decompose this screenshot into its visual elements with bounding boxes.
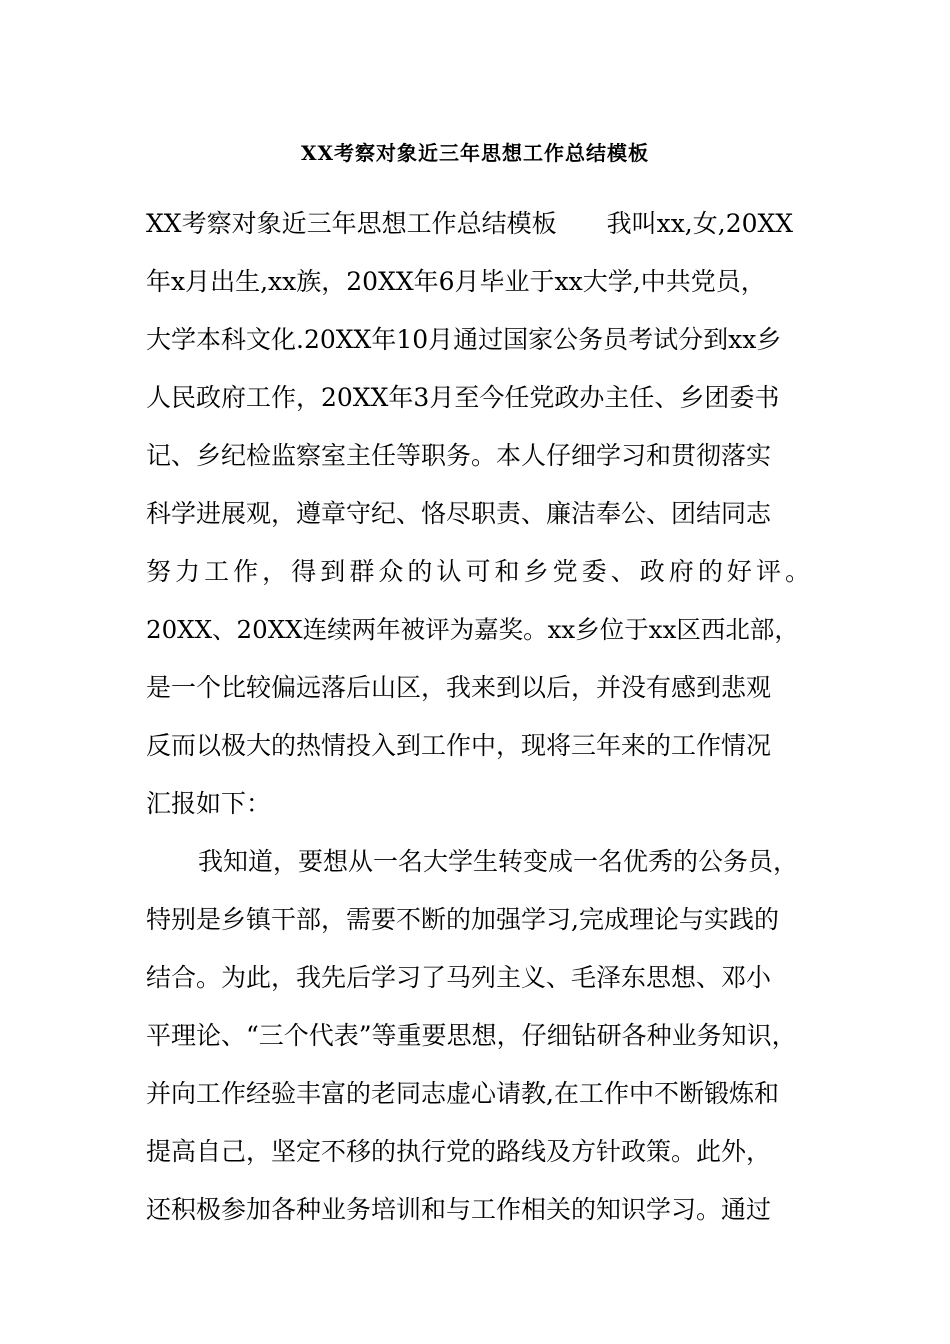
body-line: 年x月出生,xx族，20XX年6月毕业于xx大学,中共党员， xyxy=(146,267,766,296)
body-line: 平理论、“三个代表”等重要思想，仔细钻研各种业务知识， xyxy=(146,1021,797,1050)
body-line: 汇报如下： xyxy=(146,789,272,818)
body-line: 反而以极大的热情投入到工作中，现将三年来的工作情况 xyxy=(146,731,772,760)
body-line: 提高自己，坚定不移的执行党的路线及方针政策。此外， xyxy=(146,1137,772,1166)
body-line: 人民政府工作，20XX年3月至今任党政办主任、乡团委书 xyxy=(146,383,780,412)
document-body xyxy=(146,200,810,1244)
body-line: 科学进展观，遵章守纪、恪尽职责、廉洁奉公、团结同志 xyxy=(146,499,772,528)
body-line: 并向工作经验丰富的老同志虚心请教,在工作中不断锻炼和 xyxy=(146,1079,779,1108)
body-line: 20XX、20XX连续两年被评为嘉奖。xx乡位于xx区西北部， xyxy=(146,615,799,644)
body-line: 特别是乡镇干部，需要不断的加强学习,完成理论与实践的 xyxy=(146,905,779,934)
document-title: XX考察对象近三年思想工作总结模板 xyxy=(300,141,650,165)
body-line: 结合。为此，我先后学习了马列主义、毛泽东思想、邓小 xyxy=(146,963,772,992)
body-line: XX考察对象近三年思想工作总结模板 我叫xx,女,20XX xyxy=(146,209,794,238)
body-line: 努力工作，得到群众的认可和乡党委、政府的好评。 xyxy=(146,557,810,586)
body-line: 还积极参加各种业务培训和与工作相关的知识学习。通过 xyxy=(146,1195,772,1224)
body-line: 是一个比较偏远落后山区，我来到以后，并没有感到悲观 xyxy=(146,673,772,702)
body-line: 大学本科文化.20XX年10月通过国家公务员考试分到xx乡 xyxy=(146,325,782,354)
paragraph-first-line: 我知道，要想从一名大学生转变成一名优秀的公务员， xyxy=(198,847,799,876)
body-line: 记、乡纪检监察室主任等职务。本人仔细学习和贯彻落实 xyxy=(146,441,772,470)
